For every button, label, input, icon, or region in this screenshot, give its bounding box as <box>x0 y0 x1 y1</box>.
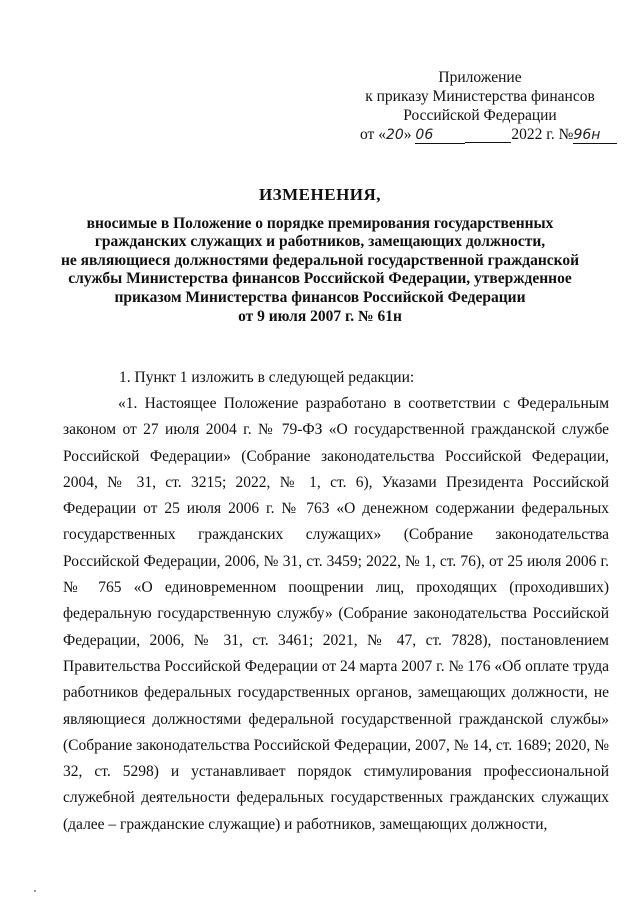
title-line: службы Министерства финансов Российской Федерации, утвержденное <box>68 270 572 288</box>
title-line: вносимые в Положение о порядке премирования государственных <box>86 214 554 232</box>
title-heading: ИЗМЕНЕНИЯ, <box>258 185 382 204</box>
date-month-field <box>415 127 465 144</box>
title-line: гражданских служащих и работников, замещающих должности, <box>94 233 546 251</box>
appendix-block <box>360 68 600 145</box>
appendix-order-ref: к приказу Министерства финансов <box>365 88 595 105</box>
item-1-quote: «1. Настоящее Положение разработано в соответствии с Федеральным законом от 27 июля 2004 г. № 79-ФЗ «О государственной гражданской службе Российской Федерации» (Собрание законодательства Российской Федерации, 2004, № 31, ст. 3215; 2022, № 1, ст. 6), Указами Президента Российской Федерации от 25 июля 2006 г. № 763 «О денежном содержании федеральных государственных гражданских служащих» (Собрание законодательства Российской Федерации, 2006, № 31, ст. 3459; 2022, № 1, ст. 76), от 25 июля 2006 г. № 765 «О единовременном поощрении лиц, проходящих (проходивших) федеральную государственную службу» (Собрание законодательства Российской Федерации, 2006, № 31, ст. 3461; 2021, № 47, ст. 7828), постановлением Правительства Российской Федерации от 24 марта 2007 г. № 176 «Об оплате труда работников федеральных государственных органов, замещающих должности, не являющиеся должностями федеральной государственной гражданской службы» (Собрание законодательства Российской Федерации, 2007, № 14, ст. 1689; 2020, № 32, ст. 5298) и устанавливает порядок стимулирования профессиональной служебной деятельности федеральных государственных гражданских служащих (далее – гражданские служащие) и работников, замещающих должности, <box>63 395 609 833</box>
document-title <box>60 186 580 326</box>
appendix-date-line <box>360 125 600 145</box>
date-year: 2022 г. № <box>511 126 574 143</box>
order-number-field <box>573 127 617 144</box>
appendix-label: Приложение <box>438 69 522 86</box>
date-prefix: от « <box>360 126 386 143</box>
title-line: приказом Министерства финансов Российской Федерации <box>114 288 526 306</box>
title-line: от 9 июля 2007 г. № 61н <box>238 307 402 325</box>
date-day: 20 <box>385 127 404 143</box>
item-1-intro: 1. Пункт 1 изложить в следующей редакции: <box>119 369 415 386</box>
appendix-country: Российской Федерации <box>403 107 557 124</box>
scan-speck <box>34 890 36 892</box>
date-month: 06 <box>415 127 434 143</box>
date-blank-line <box>465 127 511 143</box>
title-line: не являющиеся должностями федеральной государственной гражданской <box>60 251 580 269</box>
date-day-close: » <box>403 126 412 143</box>
order-number: 96н <box>573 127 601 143</box>
document-body <box>63 366 609 838</box>
